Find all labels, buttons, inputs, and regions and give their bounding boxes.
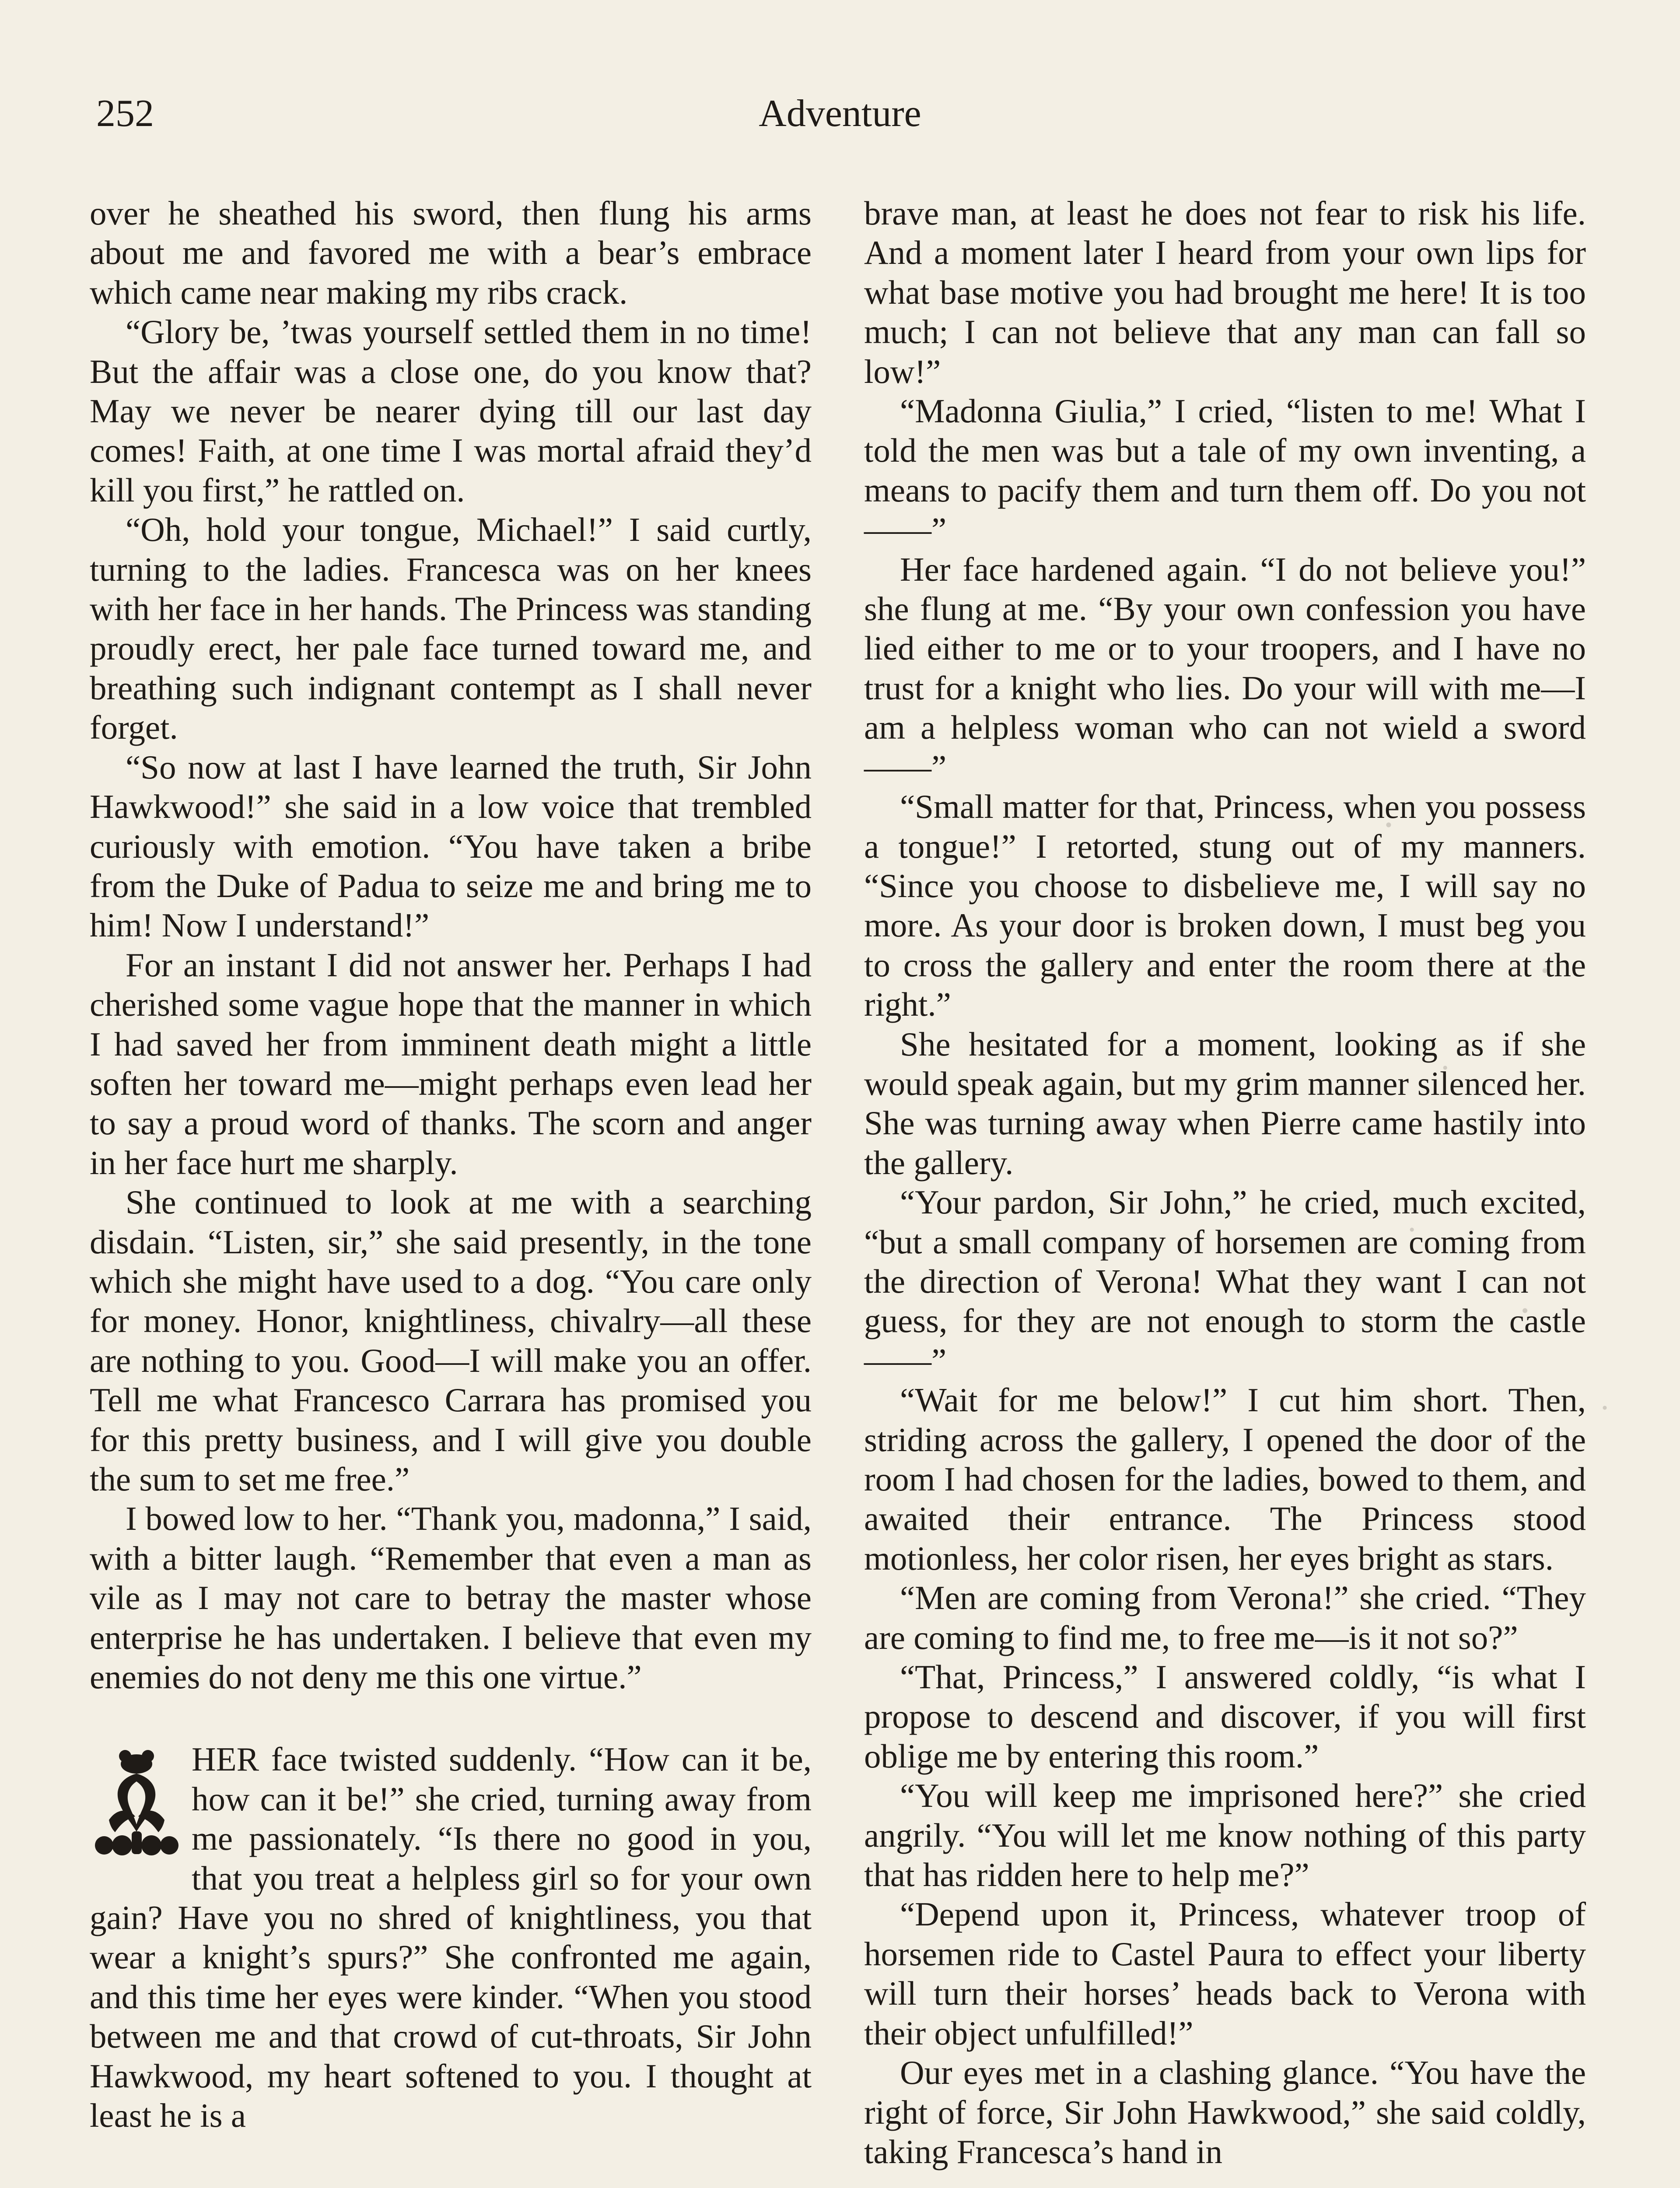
running-head: Adventure (759, 92, 921, 135)
right-paragraph-10: “You will keep me imprisoned here?” she cried angrily. “You will let me know nothing of this party that has ridden here to help me?” (864, 1777, 1586, 1894)
left-paragraph-7: I bowed low to her. “Thank you, madonna,” I said, with a bitter laugh. “Remember that even a man as vile as I may not care to betray the master whose enterprise he has undertaken. I believe that even my enemies do not deny me this one virtue.” (90, 1500, 812, 1696)
left-paragraph-3: “Oh, hold your tongue, Michael!” I said curtly, turning to the ladies. Francesca was on her knees with her face in her hands. The Princess was standing proudly erect, her pale face turned toward me, and breathing such indignant contempt as I shall never forget. (90, 511, 812, 747)
right-paragraph-5: She hesitated for a moment, looking as if she would speak again, but my grim manner silenced her. She was turning away when Pierre came hastily into the gallery. (864, 1025, 1586, 1182)
left-column (90, 193, 812, 2135)
right-paragraph-8: “Men are coming from Verona!” she cried. “They are coming to find me, to free me—is it not so?” (864, 1579, 1586, 1656)
right-paragraph-1: brave man, at least he does not fear to risk his life. And a moment later I heard from your own lips for what base motive you had brought me here! It is too much; I can not believe that any man can fall so low!” (864, 194, 1586, 390)
left-paragraph-4: “So now at last I have learned the truth, Sir John Hawkwood!” she said in a low voice that trembled curiously with emotion. “You have taken a bribe from the Duke of Padua to seize me and bring me to him! Now I understand!” (90, 748, 812, 944)
page-number: 252 (96, 92, 154, 135)
right-paragraph-4: “Small matter for that, Princess, when you possess a tongue!” I retorted, stung out of my manners. “Since you choose to disbelieve me, I will say no more. As your door is broken down, I must beg you to cross the gallery and enter the room there at the right.” (864, 788, 1586, 1024)
right-paragraph-3: Her face hardened again. “I do not believe you!” she flung at me. “By your own confession you have lied either to me or to your troopers, and I have no trust for a knight who lies. Do your will with me—I am a helpless woman who can not wield a sword——” (864, 550, 1586, 786)
right-paragraph-11: “Depend upon it, Princess, whatever troop of horsemen ride to Castel Paura to effect your liberty will turn their horses’ heads back to Verona with their object unfulfilled!” (864, 1895, 1586, 2052)
right-paragraph-12: Our eyes met in a clashing glance. “You have the right of force, Sir John Hawkwood,” she said coldly, taking Francesca’s hand in (864, 2054, 1586, 2170)
floral-dropcap-ornament-icon (90, 1742, 184, 1860)
left-paragraph-8 (90, 1739, 812, 2135)
right-paragraph-9: “That, Princess,” I answered coldly, “is what I propose to descend and discover, if you will first oblige me by entering this room.” (864, 1658, 1586, 1775)
left-paragraph-6: She continued to look at me with a searching disdain. “Listen, sir,” she said presently, in the tone which she might have used to a dog. “You care only for money. Honor, knightliness, chivalry—all these are nothing to you. Good—I will make you an offer. Tell me what Francesco Carrara has promised you for this pretty business, and I will give you double the sum to set me free.” (90, 1183, 812, 1498)
right-paragraph-6: “Your pardon, Sir John,” he cried, much excited, “but a small company of horsemen are coming from the direction of Verona! What they want I can not guess, for they are not enough to storm the castle——” (864, 1183, 1586, 1379)
right-paragraph-2: “Madonna Giulia,” I cried, “listen to me! What I told the men was but a tale of my own inventing, a means to pacify them and turn them off. Do you not——” (864, 392, 1586, 549)
left-paragraph-5: For an instant I did not answer her. Perhaps I had cherished some vague hope that the manner in which I had saved her from imminent death might a little soften her toward me—might perhaps even lead her to say a proud word of thanks. The scorn and anger in her face hurt me sharply. (90, 946, 812, 1182)
left-paragraph-2: “Glory be, ’twas yourself settled them in no time! But the affair was a close one, do you know that? May we never be nearer dying till our last day comes! Faith, at one time I was mortal afraid they’d kill you first,” he rattled on. (90, 313, 812, 509)
left-paragraph-8-text: face twisted suddenly. “How can it be, how can it be!” she cried, turning away from me passionately. “Is there no good in you, that you treat a helpless girl so for your own gain? Have you no shred of knightliness, you that wear a knight’s spurs?” She confronted me again, and this time her eyes were kinder. “When you stood between me and that crowd of cut-throats, Sir John Hawkwood, my heart softened to you. I thought at least he is a (90, 1740, 812, 2135)
left-paragraph-1: over he sheathed his sword, then flung his arms about me and favored me with a bear’s embrace which came near making my ribs crack. (90, 194, 812, 311)
right-column (864, 193, 1586, 2171)
right-paragraph-7: “Wait for me below!” I cut him short. Then, striding across the gallery, I opened the door of the room I had chosen for the ladies, bowed to them, and awaited their entrance. The Princess stood motionless, her color risen, her eyes bright as stars. (864, 1381, 1586, 1577)
section-lead-word: HER (192, 1740, 259, 1778)
page-header (96, 90, 1584, 138)
